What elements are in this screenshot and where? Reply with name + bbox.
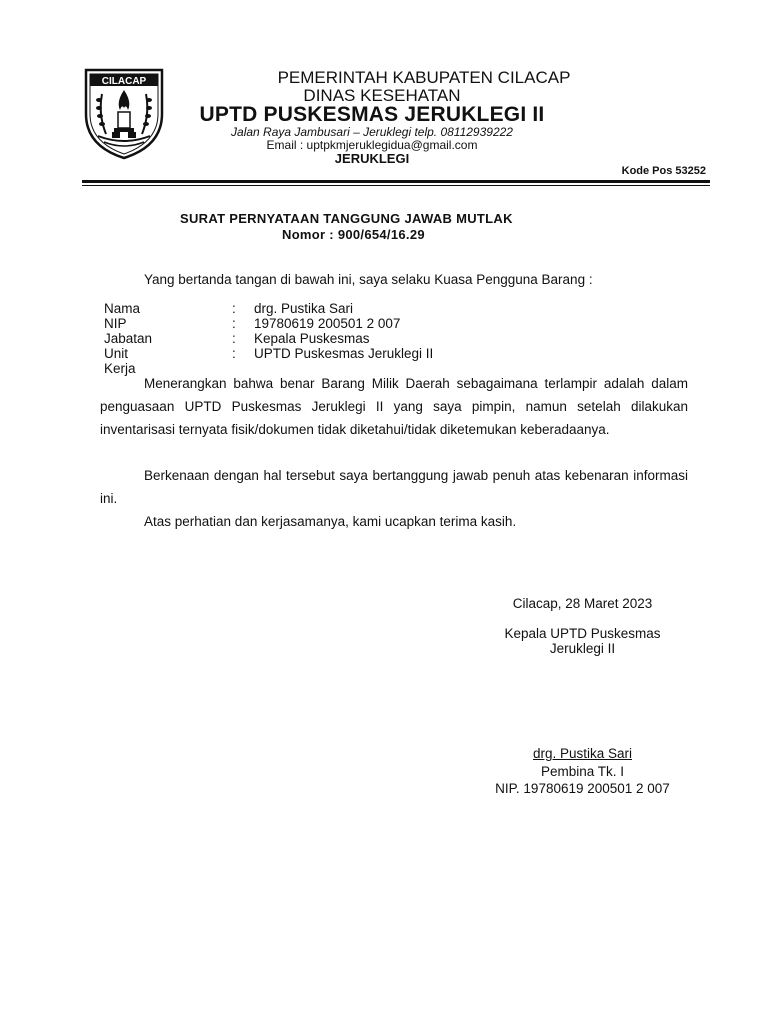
government-name: PEMERINTAH KABUPATEN CILACAP xyxy=(277,68,571,87)
identity-colon: : xyxy=(232,301,236,316)
statement-paragraph: Menerangkan bahwa benar Barang Milik Daerah sebagaimana terlampir adalah dalam penguasaan UPTD Puskesmas Jeruklegi II yang saya pimpin, namun setelah dilakukan inventarisasi ternyata fisik/dokumen tidak diketahui/tidak diketemukan keberadaanya. xyxy=(100,376,688,437)
signer-position: Kepala UPTD Puskesmas xyxy=(504,626,661,641)
letterhead-divider-thin xyxy=(82,185,710,186)
institution-address: Jalan Raya Jambusari – Jeruklegi telp. 08112939222 xyxy=(231,125,513,139)
identity-label: Unit Kerja xyxy=(104,346,136,376)
identity-colon: : xyxy=(232,346,236,361)
document-title: SURAT PERNYATAAN TANGGUNG JAWAB MUTLAK xyxy=(180,211,513,226)
identity-value: UPTD Puskesmas Jeruklegi II xyxy=(254,346,434,361)
identity-colon: : xyxy=(232,331,236,346)
identity-value: 19780619 200501 2 007 xyxy=(254,316,401,331)
intro-text: Yang bertanda tangan di bawah ini, saya selaku Kuasa Pengguna Barang : xyxy=(144,272,593,287)
signer-nip: NIP. 19780619 200501 2 007 xyxy=(495,781,670,796)
institution-name: UPTD PUSKESMAS JERUKLEGI II xyxy=(199,103,545,126)
signer-name-text: drg. Pustika Sari xyxy=(532,746,633,761)
identity-label: Jabatan xyxy=(104,331,153,346)
closing-paragraph: Atas perhatian dan kerjasamanya, kami ucapkan terima kasih. xyxy=(144,514,517,529)
responsibility-paragraph: Berkenaan dengan hal tersebut saya bertanggung jawab penuh atas kebenaran informasi ini. xyxy=(100,468,688,506)
identity-colon: : xyxy=(232,316,236,331)
signer-rank: Pembina Tk. I xyxy=(540,764,625,779)
identity-label: Nama xyxy=(104,301,141,316)
identity-label: NIP xyxy=(104,316,127,331)
logo-text: CILACAP xyxy=(101,76,147,87)
document-number: Nomor : 900/654/16.29 xyxy=(282,227,425,242)
signer-position-unit: Jeruklegi II xyxy=(549,641,616,656)
institution-email: Email : uptpkmjeruklegidua@gmail.com xyxy=(266,138,478,152)
department-name: DINAS KESEHATAN xyxy=(303,86,461,105)
postal-code: Kode Pos 53252 xyxy=(621,165,706,177)
institution-town: JERUKLEGI xyxy=(334,151,410,166)
identity-value: drg. Pustika Sari xyxy=(254,301,354,316)
signer-name xyxy=(455,746,710,761)
identity-value: Kepala Puskesmas xyxy=(254,331,370,346)
place-date: Cilacap, 28 Maret 2023 xyxy=(512,596,653,611)
letterhead-divider-thick xyxy=(82,180,710,183)
